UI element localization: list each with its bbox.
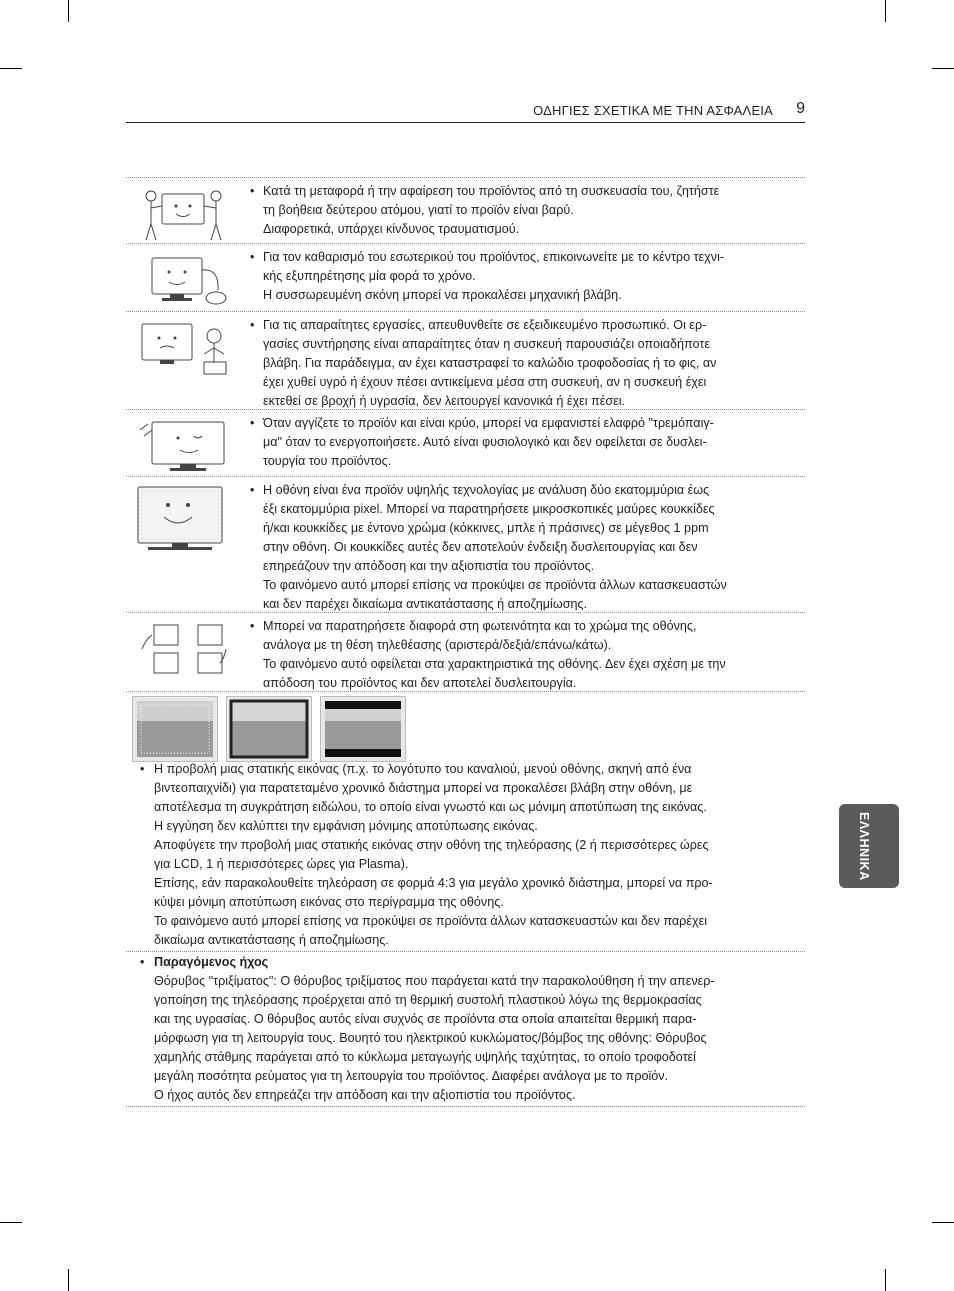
- bullet-icon: •: [140, 762, 145, 776]
- text-line: Επίσης, εάν παρακολουθείτε τηλεόραση σε φορμά 4:3 για μεγάλο χρονικό διάστημα, μπορεί να προ-: [154, 876, 713, 890]
- text-line: και δεν παρέχει δικαίωμα αντικατάστασης ή αποζημίωσης.: [263, 597, 588, 611]
- text-line: Κατά τη μεταφορά ή την αφαίρεση του προϊόντος από τη συσκευασία του, ζητήστε: [263, 184, 720, 198]
- noise-section: [126, 953, 805, 1105]
- text-line: Ο ήχος αυτός δεν επηρεάζει την απόδοση και την αξιοπιστία του προϊόντος.: [154, 1088, 576, 1102]
- static-image-text: [154, 760, 804, 950]
- safety-row-viewing-angle: [126, 612, 805, 692]
- text-line: έξι εκατομμύρια pixel. Μπορεί να παρατηρήσετε μικροσκοπικές μαύρες κουκκίδες: [263, 502, 715, 516]
- bullet-icon: •: [250, 619, 255, 633]
- safety-text: [263, 182, 793, 239]
- bullet-icon: •: [250, 184, 255, 198]
- text-line: Θόρυβος "τριξίματος": Ο θόρυβος τριξίματος που παράγεται κατά την παρακολούθηση ή την απενερ-: [154, 974, 715, 988]
- text-line: Η οθόνη είναι ένα προϊόν υψηλής τεχνολογίας με ανάλυση δύο εκατομμύρια έως: [263, 483, 710, 497]
- text-line: Για τον καθαρισμό του εσωτερικού του προϊόντος, επικοινωνείτε με το κέντρο τεχνι-: [263, 250, 725, 264]
- crop-mark: [932, 1222, 954, 1223]
- two-people-carry-tv-icon: [134, 184, 234, 244]
- text-line: απόδοση του προϊόντος και δεν αποτελεί δυσλειτουργία.: [263, 676, 577, 690]
- text-line: Το φαινόμενο αυτό μπορεί επίσης να προκύψει σε προϊόντα άλλων κατασκευαστών και δεν παρέχει: [154, 914, 707, 928]
- text-line: μεγάλη ποσότητα ρεύματος για τη λειτουργία του προϊόντος. Διαφέρει ανάλογα με το προϊόν.: [154, 1069, 669, 1083]
- bullet-icon: •: [250, 250, 255, 264]
- text-line: Διαφορετικά, υπάρχει κίνδυνος τραυματισμού.: [263, 222, 520, 236]
- noise-heading: Παραγόμενος ήχος: [154, 955, 269, 969]
- text-line: Για τις απαραίτητες εργασίες, απευθυνθείτε σε εξειδικευμένο προσωπικό. Οι ερ-: [263, 318, 707, 332]
- text-line: γοποίηση της τηλεόρασης προέρχεται από τη θερμική συστολή πλαστικού λόγω της θερμοκρασίας: [154, 993, 702, 1007]
- safety-text: [263, 248, 793, 305]
- text-line: Αποφύγετε την προβολή μιας στατικής εικόνας στην οθόνη της τηλεόρασης (2 ή περισσότερες ώρες: [154, 838, 709, 852]
- page-number: 9: [796, 100, 805, 117]
- language-tab-label: ΕΛΛΗΝΙΚΑ: [857, 812, 871, 881]
- noise-text: [154, 953, 804, 1105]
- safety-row-pixels: [126, 476, 805, 613]
- text-line: γασίες συντήρησης είναι απαραίτητες όταν η συσκευή παρουσιάζει οποιαδήποτε: [263, 337, 710, 351]
- text-line: επηρεάζουν την απόδοση και την αξιοπιστία του προϊόντος.: [263, 559, 595, 573]
- safety-row-carry: [126, 177, 805, 244]
- text-line: Η εγγύηση δεν καλύπτει την εμφάνιση μόνιμης αποτύπωσης εικόνας.: [154, 819, 538, 833]
- crop-mark: [68, 1269, 69, 1291]
- bullet-icon: •: [250, 416, 255, 430]
- tv-viewing-angles-icon: [134, 619, 234, 679]
- text-line: αποτέλεσμα τη συγκράτηση ειδώλου, το οποίο είναι γνωστό και ως μόνιμη αποτύπωση της εικόνας.: [154, 800, 707, 814]
- header-title: ΟΔΗΓΙΕΣ ΣΧΕΤΙΚΑ ΜΕ ΤΗΝ ΑΣΦΑΛΕΙΑ: [533, 103, 773, 118]
- text-line: Το φαινόμενο αυτό οφείλεται στα χαρακτηριστικά της οθόνης. Δεν έχει σχέση με την: [263, 657, 726, 671]
- crop-mark: [885, 0, 886, 22]
- text-line: χαμηλής στάθμης παράγεται από το κύκλωμα μεταγωγής υψηλής ταχύτητας, το οποίο τροφοδοτεί: [154, 1050, 696, 1064]
- text-line: ανάλογα με τη θέση τηλεθέασης (αριστερά/δεξιά/επάνω/κάτω).: [263, 638, 612, 652]
- bullet-icon: •: [140, 955, 145, 969]
- text-line: και της υγρασίας. Ο θόρυβος αυτός είναι συχνός σε προϊόντα στα οποία απαιτείται θερμική παρα-: [154, 1012, 697, 1026]
- safety-row-service: [126, 311, 805, 410]
- static-image-photo-2: [226, 696, 312, 762]
- static-image-photo-1: [132, 696, 218, 762]
- tv-pixel-dots-icon: [134, 483, 234, 553]
- text-line: Η προβολή μιας στατικής εικόνας (π.χ. το λογότυπο του καναλιού, μενού οθόνης, σκηνή από ένα: [154, 762, 692, 776]
- safety-row-cold: [126, 409, 805, 477]
- divider: [126, 1106, 805, 1107]
- text-line: μόρφωση για τη λειτουργία τους. Βουητό του ηλεκτρικού κυκλώματος/βόμβος της οθόνης: Θόρυβος: [154, 1031, 707, 1045]
- text-line: δικαίωμα αντικατάστασης ή αποζημίωσης.: [154, 933, 389, 947]
- text-line: Όταν αγγίζετε το προϊόν και είναι κρύο, μπορεί να εμφανιστεί ελαφρό "τρεμόπαιγ-: [263, 416, 714, 430]
- text-line: Μπορεί να παρατηρήσετε διαφορά στη φωτεινότητα και το χρώμα της οθόνης,: [263, 619, 697, 633]
- text-line: Το φαινόμενο αυτό μπορεί επίσης να προκύψει σε προϊόντα άλλων κατασκευαστών: [263, 578, 727, 592]
- language-tab: [839, 804, 899, 888]
- safety-text: [263, 481, 793, 614]
- static-image-photo-3: [320, 696, 406, 762]
- text-line: μα" όταν το ενεργοποιήσετε. Αυτό είναι φυσιολογικό και δεν οφείλεται σε δυσλει-: [263, 435, 707, 449]
- text-line: κής εξυπηρέτησης μία φορά το χρόνο.: [263, 269, 476, 283]
- crop-mark: [0, 1222, 22, 1223]
- text-line: βιντεοπαιχνίδι) για παρατεταμένο χρονικό διάστημα μπορεί να προκαλέσει βλάβη στην οθόνη, με: [154, 781, 693, 795]
- divider: [126, 691, 805, 692]
- crop-mark: [0, 68, 22, 69]
- static-image-section: [126, 760, 805, 950]
- text-line: Η συσσωρευμένη σκόνη μπορεί να προκαλέσει μηχανική βλάβη.: [263, 288, 622, 302]
- text-line: στην οθόνη. Οι κουκκίδες αυτές δεν αποτελούν ένδειξη δυσλειτουργίας και δεν: [263, 540, 698, 554]
- text-line: βλάβη. Για παράδειγμα, αν έχει καταστραφεί το καλώδιο τροφοδοσίας ή το φις, αν: [263, 356, 717, 370]
- tv-technician-icon: [134, 318, 234, 378]
- text-line: για LCD, 1 ή περισσότερες ώρες για Plasma).: [154, 857, 409, 871]
- safety-row-cleaning: [126, 243, 805, 312]
- crop-mark: [932, 68, 954, 69]
- bullet-icon: •: [250, 483, 255, 497]
- text-line: εκτεθεί σε βροχή ή υγρασία, δεν λειτουργεί κανονικά ή έχει πέσει.: [263, 394, 626, 408]
- text-line: τη βοήθεια δεύτερου ατόμου, γιατί το προϊόν είναι βαρύ.: [263, 203, 574, 217]
- safety-text: [263, 414, 793, 471]
- safety-text: [263, 316, 793, 411]
- text-line: κύψει μόνιμη αποτύπωση εικόνας στο περίγραμμα της οθόνης.: [154, 895, 504, 909]
- text-line: τουργία του προϊόντος.: [263, 454, 392, 468]
- tv-cold-flicker-icon: [134, 416, 234, 476]
- bullet-icon: •: [250, 318, 255, 332]
- crop-mark: [885, 1269, 886, 1291]
- crop-mark: [68, 0, 69, 22]
- text-line: έχει χυθεί υγρό ή έχουν πέσει αντικείμενα μέσα στη συσκευή, αν η συσκευή έχει: [263, 375, 707, 389]
- divider: [126, 951, 805, 952]
- tv-vacuum-cleaning-icon: [134, 250, 234, 310]
- page-header: [126, 100, 805, 123]
- safety-text: [263, 617, 793, 693]
- text-line: ή/και κουκκίδες με έντονο χρώμα (κόκκινες, μπλε ή πράσινες) σε μέγεθος 1 ppm: [263, 521, 709, 535]
